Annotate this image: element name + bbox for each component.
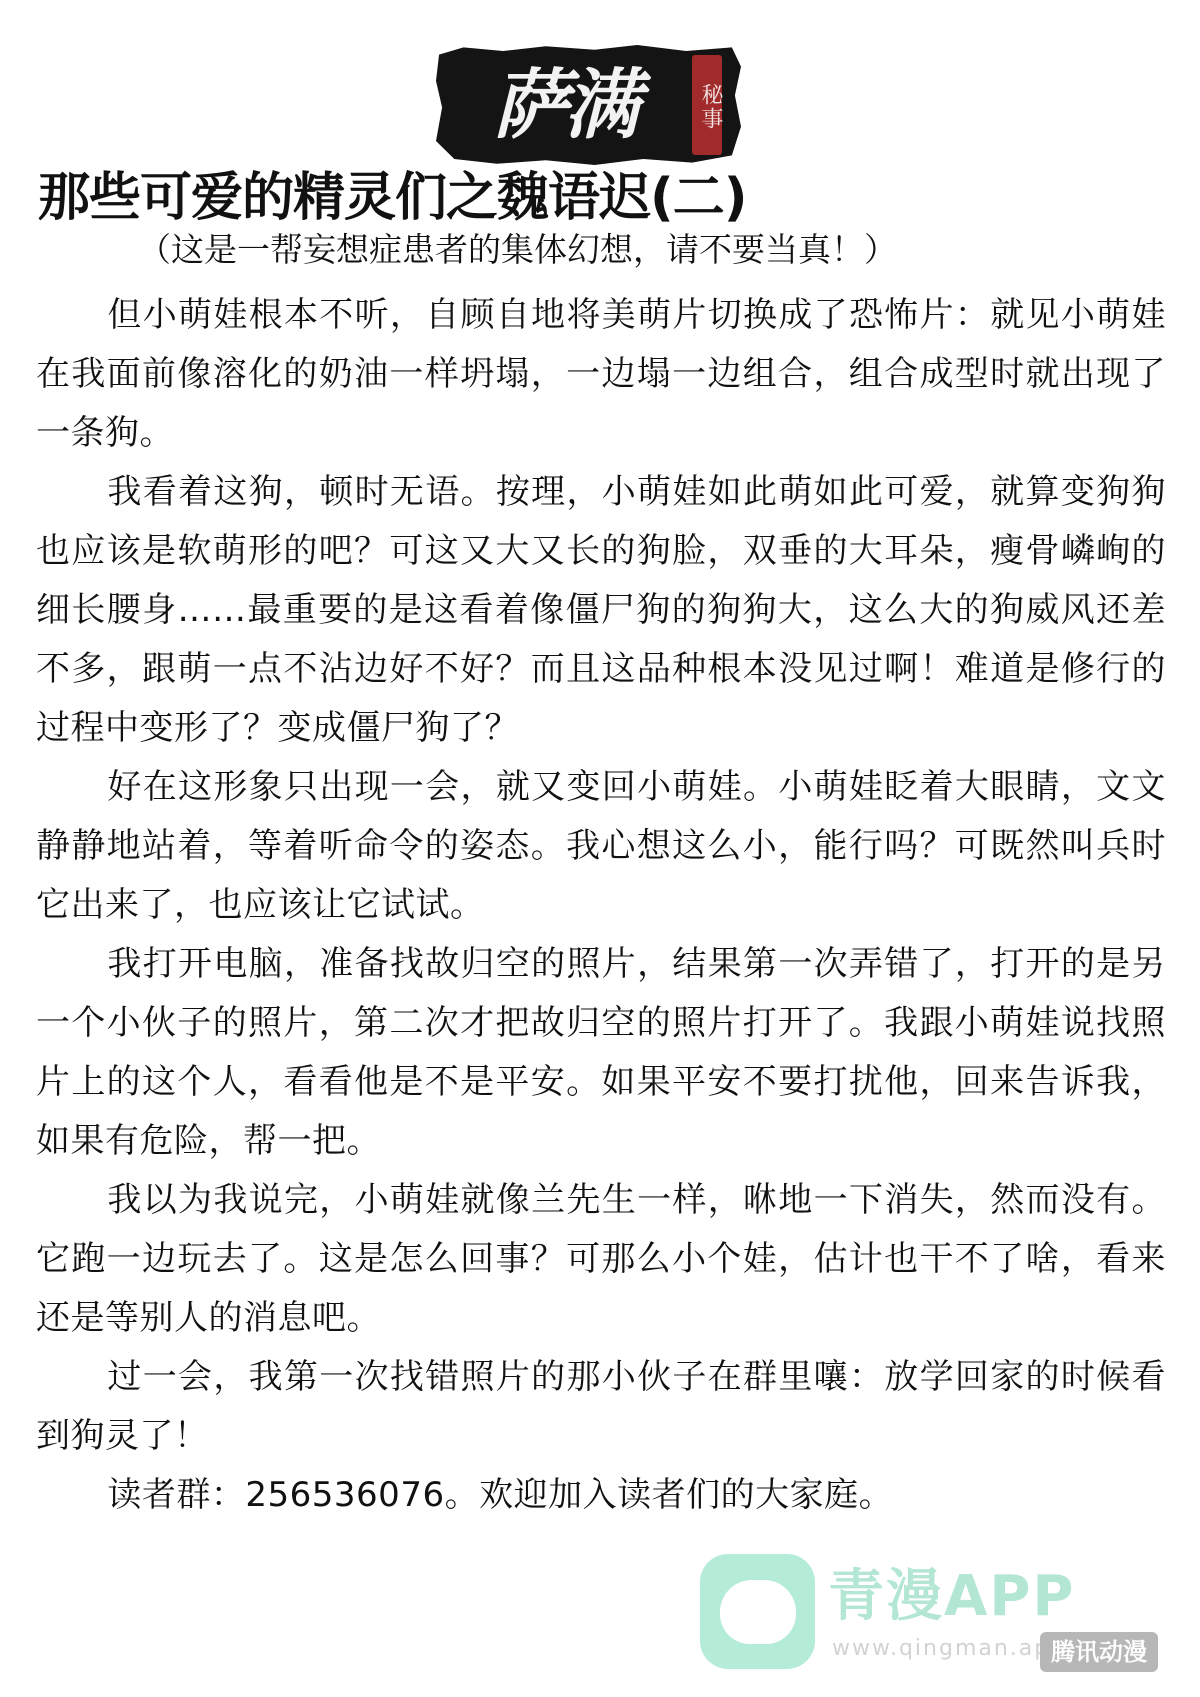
page-title: 那些可爱的精灵们之魏语迟(二) [38,168,747,228]
paragraph-5: 我以为我说完，小萌娃就像兰先生一样，咻地一下消失，然而没有。它跑一边玩去了。这是怎么回事？可那么小个娃，估计也干不了啥，看来还是等别人的消息吧。 [36,1180,1166,1338]
app-logo-icon [700,1554,815,1669]
paragraph-4: 我打开电脑，准备找故归空的照片，结果第一次弄错了，打开的是另一个小伙子的照片，第二次才把故归空的照片打开了。我跟小萌娃说找照片上的这个人，看看他是不是平安。如果平安不要打扰他，回来告诉我，如果有危险，帮一把。 [36,944,1166,1161]
logo-seal: 秘事 [692,55,722,155]
cat-face-icon [720,1580,796,1644]
reader-group-note: 读者群：256536076。欢迎加入读者们的大家庭。 [107,1475,894,1515]
watermark [700,1548,1170,1688]
logo [436,45,741,165]
watermark-tag: 腾讯动漫 [1040,1632,1158,1672]
paragraph-2: 我看着这狗，顿时无语。按理，小萌娃如此萌如此可爱，就算变狗狗也应该是软萌形的吧？可这又大又长的狗脸，双垂的大耳朵，瘦骨嶙峋的细长腰身……最重要的是这看着像僵尸狗的狗狗大，这么大的狗威风还差不多，跟萌一点不沾边好不好？而且这品种根本没见过啊！难道是修行的过程中变形了？变成僵尸狗了？ [36,472,1166,748]
watermark-brand: 青漫APP [828,1564,1076,1629]
paragraph-1: 但小萌娃根本不听，自顾自地将美萌片切换成了恐怖片：就见小萌娃在我面前像溶化的奶油一样坍塌，一边塌一边组合，组合成型时就出现了一条狗。 [36,295,1166,453]
article-body [36,286,1166,1525]
paragraph-6: 过一会，我第一次找错照片的那小伙子在群里嚷：放学回家的时候看到狗灵了！ [36,1357,1166,1456]
watermark-url: www.qingman.app [832,1636,1067,1661]
paragraph-3: 好在这形象只出现一会，就又变回小萌娃。小萌娃眨着大眼睛，文文静静地站着，等着听命令的姿态。我心想这么小，能行吗？可既然叫兵时它出来了，也应该让它试试。 [36,767,1166,925]
logo-text: 萨满 [492,60,636,149]
page-subtitle: （这是一帮妄想症患者的集体幻想，请不要当真！） [138,230,897,269]
